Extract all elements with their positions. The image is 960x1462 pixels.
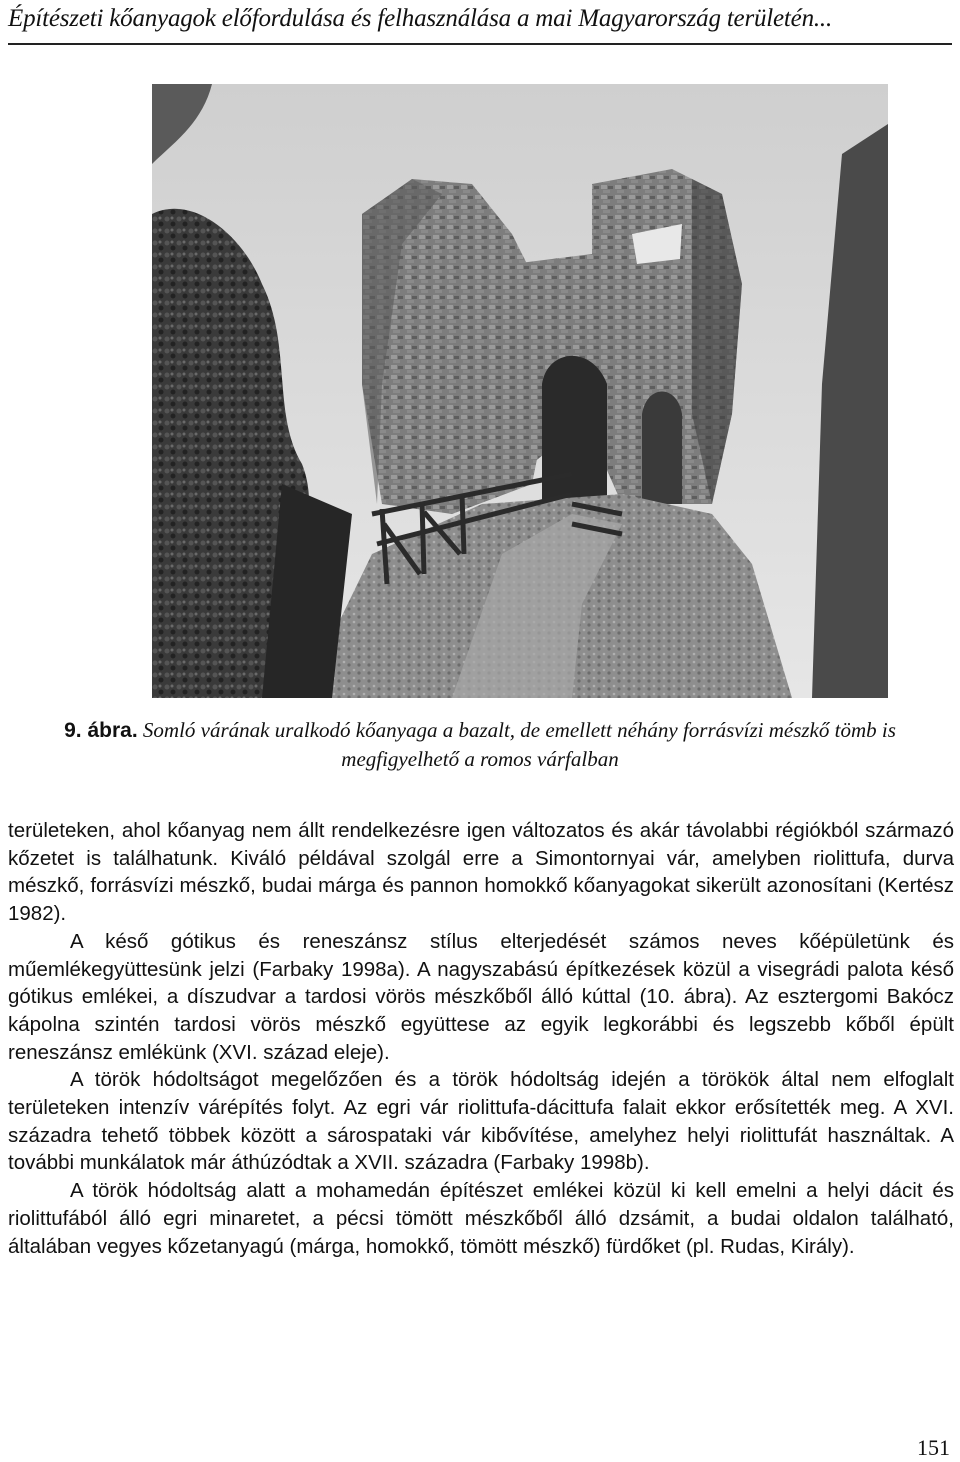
paragraph: A török hódoltságot megelőzően és a török hódoltság idején a törökök által nem elfoglalt területeken intenzív várépítés folyt. Az egri vár riolittufa-dácittufa falait ekkor erősítették meg. A XVI. századra tehető többek között a sárospataki vár kibővítése, amelyhez helyi riolittufát használtak. A további munkálatok már áthúzódtak a XVII. századra (Farbaky 1998b). [8, 1068, 954, 1175]
paragraph: területeken, ahol kőanyag nem állt rendelkezésre igen változatos és akár távolabbi régiókból származó kőzetet is találhatunk. Kiváló példával szolgál erre a Simontornyai vár, amelyben riolittufa, durva mészkő, forrásvízi mészkő, budai márga és pannon homokkő kőanyagokat sikerült azonosítani (Kertész 1982). [8, 819, 954, 926]
header-rule [8, 43, 952, 45]
castle-ruin-illustration [152, 84, 888, 698]
castle-ruin-photo [152, 84, 888, 698]
paragraph: A késő gótikus és reneszánsz stílus elterjedését számos neves kőépületünk és műemlékegyüttesünk jelzi (Farbaky 1998a). A nagyszabású építkezések közül a visegrádi palota késő gótikus emlékei, a díszudvar a tardosi vörös mészkőből álló kúttal (10. ábra). Az esztergomi Bakócz kápolna szintén tardosi vörös mészkő együttese az egyik legkorábbi és legszebb kőből épült reneszánsz emlékünk (XVI. század eleje). [8, 929, 954, 1064]
page-number: 151 [917, 1435, 950, 1460]
figure-caption-text: Somló várának uralkodó kőanyaga a bazalt, de emellett néhány forrásvízi mészkő tömb is megfigyelhető a romos várfalban [142, 718, 896, 771]
figure-caption [60, 716, 900, 773]
running-header: Építészeti kőanyagok előfordulása és felhasználása a mai Magyarország területén... [8, 5, 833, 32]
paragraph: A török hódoltság alatt a mohamedán építészet emlékei közül ki kell emelni a helyi dácit és riolittufából álló egri minaretet, a pécsi tömött mészkőből álló dzsámit, a budai oldalon található, általában vegyes kőzetanyagú (márga, homokkő, tömött mészkő) fürdőket (pl. Rudas, Király). [8, 1179, 954, 1258]
figure-label: 9. ábra. [64, 719, 138, 742]
body-text [8, 817, 954, 1260]
